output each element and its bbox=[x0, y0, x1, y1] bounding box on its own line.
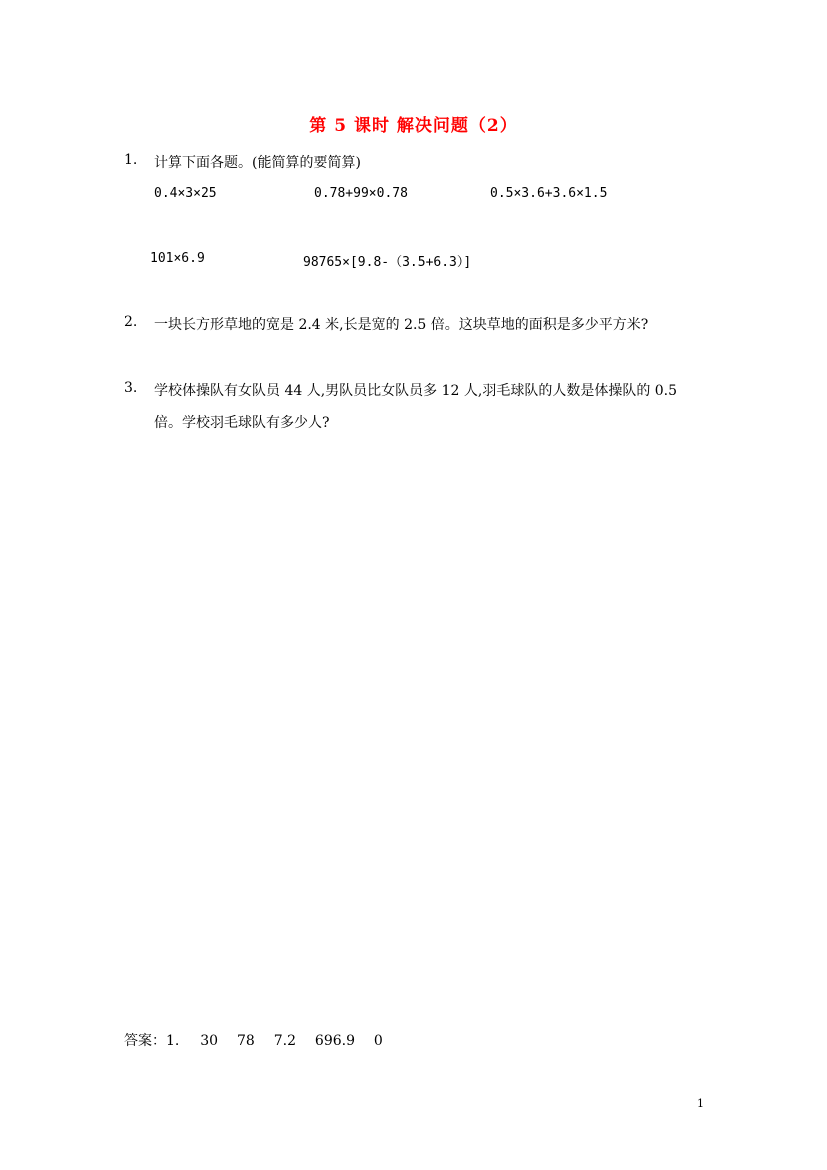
expression-3: 0.5×3.6+3.6×1.5 bbox=[490, 186, 608, 201]
question-2-number: 2. bbox=[124, 314, 138, 330]
question-3-text-line1: 学校体操队有女队员 44 人,男队员比女队员多 12 人,羽毛球队的人数是体操队的 0.5 bbox=[154, 383, 678, 399]
answer-value: 78 bbox=[237, 1033, 255, 1049]
page-title: 第 5 课时 解决问题（2） bbox=[309, 116, 518, 136]
answer-value: 7.2 bbox=[273, 1033, 296, 1049]
question-3-text-line2: 倍。学校羽毛球队有多少人? bbox=[154, 415, 330, 431]
question-1-text: 计算下面各题。(能简算的要简算) bbox=[154, 155, 361, 171]
answer-label: 答案：1. bbox=[124, 1033, 180, 1049]
expression-4: 101×6.9 bbox=[150, 251, 205, 266]
answer-line bbox=[124, 1030, 383, 1050]
page-number: 1 bbox=[697, 1097, 704, 1110]
question-3-number: 3. bbox=[124, 380, 138, 396]
expression-1: 0.4×3×25 bbox=[154, 186, 217, 201]
answer-value: 696.9 bbox=[314, 1033, 355, 1049]
question-2-text: 一块长方形草地的宽是 2.4 米,长是宽的 2.5 倍。这块草地的面积是多少平方米? bbox=[154, 317, 649, 333]
question-1-number: 1. bbox=[124, 152, 138, 168]
answer-value: 30 bbox=[200, 1033, 219, 1049]
expression-5: 98765×[9.8-（3.5+6.3）] bbox=[303, 255, 472, 270]
expression-2: 0.78+99×0.78 bbox=[314, 186, 408, 201]
answer-value: 0 bbox=[373, 1033, 383, 1049]
